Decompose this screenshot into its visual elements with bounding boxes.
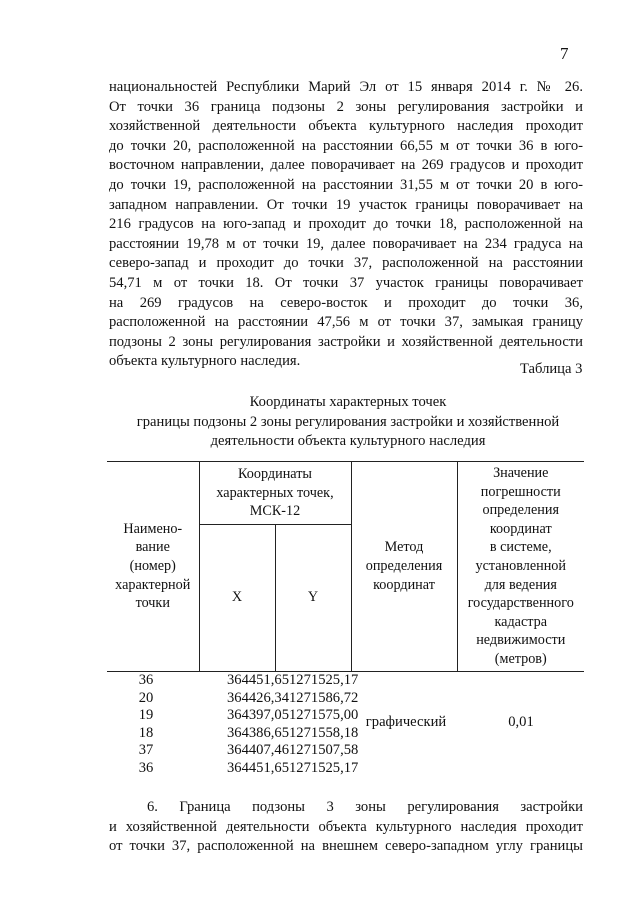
paragraph-line: и хозяйственной деятельности объекта культурного наследия проходит (109, 818, 583, 835)
point-name-column (107, 672, 199, 777)
point-name-cell: 18 (138, 724, 154, 741)
point-name-cell: 37 (138, 742, 154, 758)
header-error: Значение погрешности определения координат в системе, установленной для ведения государственного кадастра недвижимости (метров) (457, 462, 584, 672)
paragraph-line: северо-запад и проходит до точки 37, расположенной на расстоянии (109, 255, 583, 272)
header-y: Y (275, 524, 351, 671)
header-coordinates: Координаты характерных точек, МСК-12 (199, 462, 351, 525)
paragraph-line: восточном направлении, далее поворачивает на 269 градусов и проходит (109, 157, 583, 174)
point-name-cell: 36 (138, 759, 154, 776)
paragraph-line: национальностей Республики Марий Эл от 15 января 2014 г. № 26. (109, 79, 583, 95)
y-coordinate-cell: 1271575,00 (289, 707, 359, 723)
paragraph-line: подзоны 2 зоны регулирования застройки и хозяйственной деятельности (109, 333, 583, 350)
point-name-cell: 19 (138, 707, 154, 723)
header-point-name: Наимено- вание (номер) характерной точки (107, 462, 199, 672)
table-title-line: деятельности объекта культурного наследия (210, 433, 486, 449)
paragraph-line: 216 градусов на юго-запад и проходит до точки 18, расположенной на (109, 216, 583, 233)
paragraph-line: до точки 20, расположенной на расстоянии 66,55 м от точки 36 в юго- (109, 137, 583, 154)
x-coordinate-cell: 364451,65 (226, 759, 289, 776)
paragraph-line: От точки 36 граница подзоны 2 зоны регулирования застройки и (109, 98, 583, 115)
x-coordinate-cell: 364397,05 (226, 707, 289, 723)
x-coordinate-cell: 364407,46 (226, 742, 289, 758)
y-coordinate-cell: 1271525,17 (289, 672, 359, 688)
y-coordinate-cell: 1271558,18 (289, 724, 359, 741)
paragraph-line: расстоянии 19,78 м от точки 19, далее поворачивает на 234 градуса на (109, 235, 583, 252)
x-coordinate-cell: 364451,65 (226, 672, 289, 688)
page-number: 7 (560, 44, 569, 63)
paragraph-line: до точки 19, расположенной на расстоянии 31,55 м от точки 20 в юго- (109, 176, 583, 193)
paragraph-line: западном направлении. От точки 19 участок границы поворачивает на (109, 196, 583, 213)
paragraph-zone2-boundary (109, 78, 583, 372)
y-column (289, 672, 359, 777)
coordinates-table-body (107, 672, 584, 782)
paragraph-line: 6. Граница подзоны 3 зоны регулирования застройки (147, 799, 583, 815)
coordinates-table-header (107, 461, 584, 672)
header-method: Метод определения координат (351, 462, 457, 672)
method-value: графический (365, 714, 447, 730)
header-x: X (199, 524, 275, 671)
y-coordinate-cell: 1271507,58 (289, 742, 359, 758)
x-coordinate-cell: 364426,34 (226, 689, 289, 706)
x-column (199, 672, 289, 777)
y-coordinate-cell: 1271525,17 (289, 759, 359, 776)
paragraph-line: объекта культурного наследия. (109, 353, 301, 370)
paragraph-line: на 269 градусов на северо-восток и проходит до точки 36, (109, 294, 583, 311)
y-coordinate-cell: 1271586,72 (289, 689, 359, 706)
x-coordinate-cell: 364386,65 (226, 724, 289, 741)
paragraph-line: хозяйственной деятельности объекта культурного наследия проходит (109, 118, 583, 135)
paragraph-line: 54,71 м от точки 18. От точки 37 участок границы поворачивает (109, 274, 583, 291)
paragraph-line: от точки 37, расположенной на внешнем северо-западном углу границы (109, 838, 583, 855)
table-title (100, 393, 596, 452)
paragraph-zone3-boundary (109, 798, 583, 857)
table-title-line: Координаты характерных точек (249, 394, 447, 410)
table-title-line: границы подзоны 2 зоны регулирования застройки и хозяйственной (136, 413, 560, 430)
point-name-cell: 36 (138, 672, 154, 688)
point-name-cell: 20 (138, 689, 154, 706)
table-label: Таблица 3 (520, 361, 583, 377)
error-value: 0,01 (508, 714, 534, 730)
paragraph-line: расположенной на расстоянии 47,56 м от точки 37, замыкая границу (109, 314, 583, 331)
